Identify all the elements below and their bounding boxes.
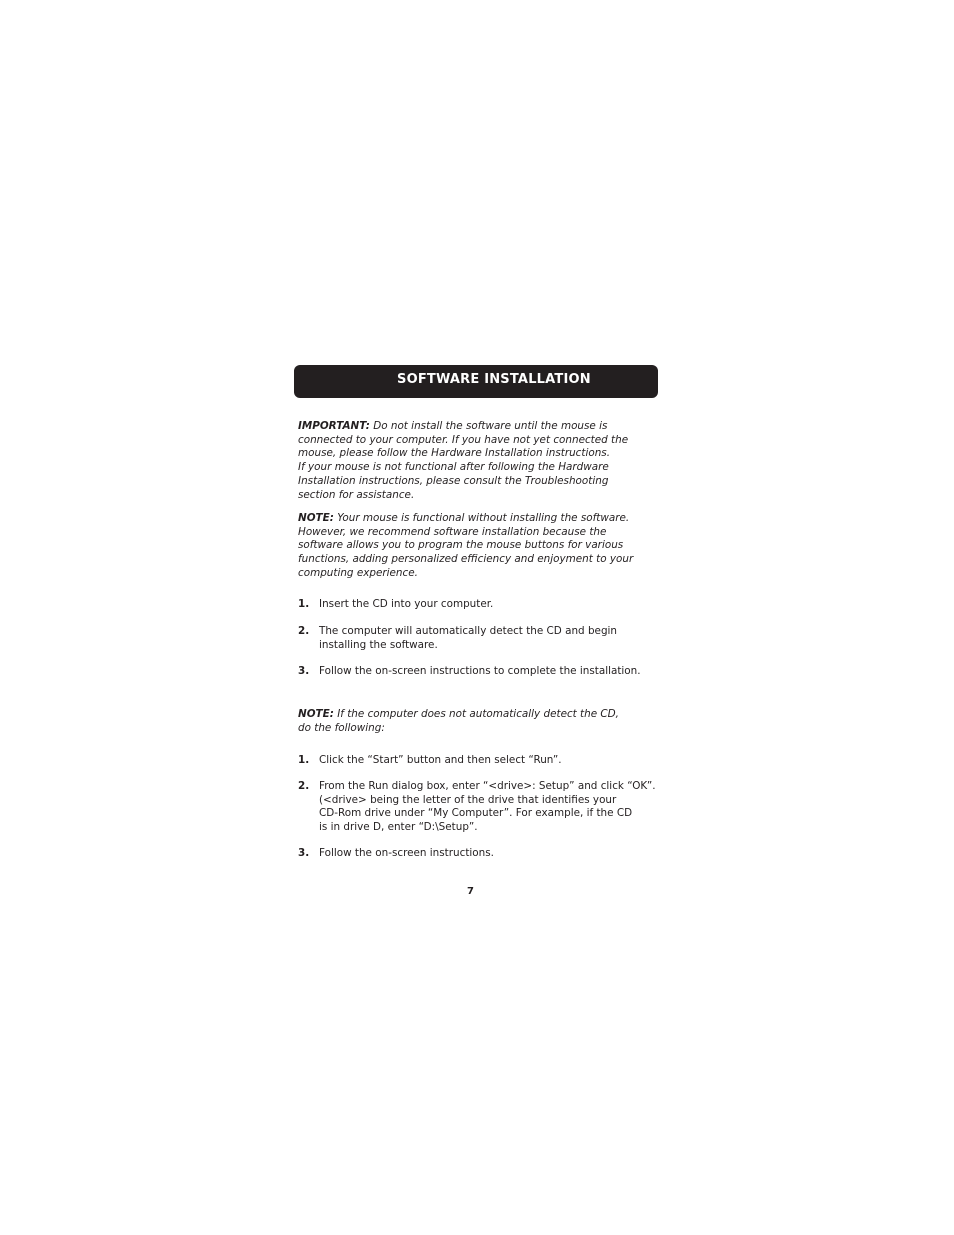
step-text: Follow the on-screen instructions to complete the installation. bbox=[319, 665, 641, 677]
step-text: Insert the CD into your computer. bbox=[319, 598, 494, 610]
important-line: If your mouse is not functional after following the Hardware bbox=[298, 461, 609, 474]
section-header-bar bbox=[294, 365, 658, 398]
note-line: do the following: bbox=[298, 721, 385, 734]
step-number: 1. bbox=[298, 754, 310, 766]
important-paragraph bbox=[298, 420, 648, 502]
note-line: However, we recommend software installation because the bbox=[298, 525, 607, 538]
step-number: 3. bbox=[298, 665, 310, 677]
step-text: From the Run dialog box, enter “<drive>: Setup” and click “OK”. bbox=[319, 780, 656, 792]
note-paragraph-1 bbox=[298, 512, 648, 581]
important-line: Installation instructions, please consult the Troubleshooting bbox=[298, 474, 609, 487]
step-number: 3. bbox=[298, 847, 310, 859]
step-text: installing the software. bbox=[319, 638, 438, 651]
note-label: NOTE: bbox=[298, 512, 334, 524]
important-line: Do not install the software until the mouse is bbox=[373, 420, 608, 432]
step-text: The computer will automatically detect the CD and begin bbox=[319, 625, 618, 637]
note-label: NOTE: bbox=[298, 708, 334, 720]
step-number: 2. bbox=[298, 625, 310, 637]
step-number: 1. bbox=[298, 598, 310, 610]
important-line: connected to your computer. If you have not yet connected the bbox=[298, 433, 629, 446]
note-paragraph-2 bbox=[298, 708, 648, 735]
note-line: software allows you to program the mouse buttons for various bbox=[298, 539, 624, 552]
step-text: Click the “Start” button and then select “Run”. bbox=[319, 754, 562, 766]
note-line: Your mouse is functional without installing the software. bbox=[337, 512, 630, 524]
step-text: Follow the on-screen instructions. bbox=[319, 847, 494, 859]
section-title: SOFTWARE INSTALLATION bbox=[397, 372, 591, 387]
note-line: functions, adding personalized efficiency and enjoyment to your bbox=[298, 553, 634, 566]
important-line: mouse, please follow the Hardware Installation instructions. bbox=[298, 447, 611, 460]
step-text: is in drive D, enter “D:\Setup”. bbox=[319, 821, 478, 834]
important-label: IMPORTANT: bbox=[298, 420, 370, 432]
note-line: If the computer does not automatically detect the CD, bbox=[337, 708, 619, 720]
step-text: (<drive> being the letter of the drive that identifies your bbox=[319, 793, 617, 806]
step-number: 2. bbox=[298, 780, 310, 792]
step-text: CD-Rom drive under “My Computer”. For example, if the CD bbox=[319, 807, 633, 820]
important-line: section for assistance. bbox=[298, 488, 415, 501]
note-line: computing experience. bbox=[298, 566, 418, 579]
page-number: 7 bbox=[467, 886, 474, 897]
